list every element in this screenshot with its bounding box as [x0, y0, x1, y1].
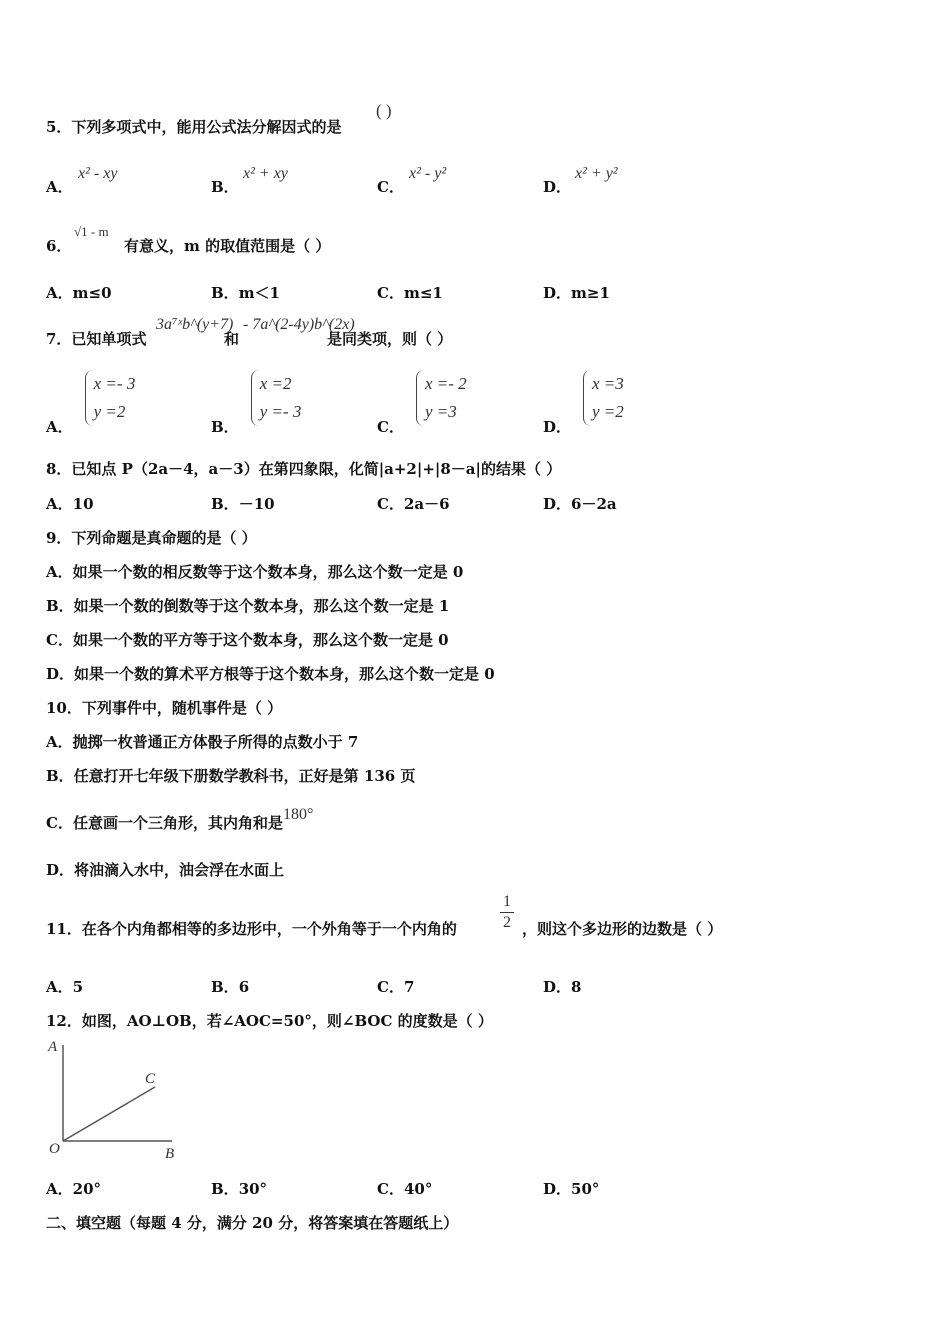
q8-option-d[interactable]: D．6－2a — [543, 495, 617, 513]
q11-fraction: 1 2 — [500, 893, 514, 932]
q10-option-c[interactable]: C．任意画一个三角形，其内角和是180° — [46, 806, 314, 832]
q6-stem: 有意义，m 的取值范围是（ ） — [124, 237, 331, 255]
q5-option-c[interactable]: C． — [377, 178, 404, 196]
q12-option-a[interactable]: A．20° — [46, 1180, 102, 1198]
q5-stem: 5．下列多项式中，能用公式法分解因式的是 — [46, 118, 342, 136]
q11-option-a[interactable]: A．5 — [46, 978, 84, 996]
q11-option-d[interactable]: D．8 — [543, 978, 582, 996]
q10-option-d[interactable]: D．将油滴入水中，油会浮在水面上 — [46, 861, 285, 879]
q5-option-c-expr: x² - y² — [409, 165, 447, 182]
q12-option-d[interactable]: D．50° — [543, 1180, 600, 1198]
q6-option-d[interactable]: D．m≥1 — [543, 284, 610, 302]
q6-option-c[interactable]: C．m≤1 — [377, 284, 443, 302]
q10-option-b[interactable]: B．任意打开七年级下册数学教科书，正好是第 136 页 — [46, 767, 416, 785]
q11-tail: ，则这个多边形的边数是（ ） — [522, 920, 723, 938]
q12-figure — [40, 1035, 190, 1165]
q11-option-c[interactable]: C．7 — [377, 978, 415, 996]
ray-oc — [63, 1087, 155, 1141]
q6-number: 6． — [46, 237, 72, 255]
q8-option-a[interactable]: A．10 — [46, 495, 94, 513]
q5-option-a-expr: x² - xy — [78, 165, 118, 182]
q9-stem: 9．下列命题是真命题的是（ ） — [46, 529, 257, 547]
q12-stem: 12．如图，AO⊥OB，若∠AOC=50°，则∠BOC 的度数是（ ） — [46, 1012, 493, 1030]
q9-option-d[interactable]: D．如果一个数的算术平方根等于这个数本身，那么这个数一定是 0 — [46, 665, 495, 683]
section-2-heading: 二、填空题（每题 4 分，满分 20 分，将答案填在答题纸上） — [46, 1214, 459, 1232]
q12-option-c[interactable]: C．40° — [377, 1180, 433, 1198]
q7-option-b[interactable]: B． x =2 y =- 3 — [211, 370, 301, 426]
q10-option-a[interactable]: A．抛掷一枚普通正方体骰子所得的点数小于 7 — [46, 733, 359, 751]
label-b: B — [165, 1146, 175, 1162]
q8-option-b[interactable]: B．－10 — [211, 495, 275, 513]
label-a: A — [48, 1039, 58, 1055]
q7-option-a[interactable]: A． x =- 3 y =2 — [46, 370, 135, 426]
q9-option-c[interactable]: C．如果一个数的平方等于这个数本身，那么这个数一定是 0 — [46, 631, 449, 649]
q10-option-c-expr: 180° — [282, 806, 314, 823]
q7-and: 和 — [224, 330, 240, 348]
q8-stem: 8．已知点 P（2a－4，a－3）在第四象限，化简|a+2|+|8－a|的结果（ ） — [46, 460, 562, 478]
q8-option-c[interactable]: C．2a－6 — [377, 495, 450, 513]
q11-stem: 11．在各个内角都相等的多边形中，一个外角等于一个内角的 — [46, 920, 457, 938]
q5-option-d[interactable]: D． — [543, 178, 572, 196]
q7-monomial-1: 3a⁷ˣb^(y+7) — [156, 316, 234, 333]
q6-option-a[interactable]: A．m≤0 — [46, 284, 112, 302]
q7-option-d[interactable]: D． x =3 y =2 — [543, 370, 624, 426]
q9-option-b[interactable]: B．如果一个数的倒数等于这个数本身，那么这个数一定是 1 — [46, 597, 450, 615]
q5-option-d-expr: x² + y² — [575, 165, 618, 182]
q7-monomial-2: - 7a^(2-4y)b^(2x) — [243, 316, 355, 333]
q11-option-b[interactable]: B．6 — [211, 978, 250, 996]
q7-stem: 7．已知单项式 — [46, 330, 147, 348]
q5-option-b-expr: x² + xy — [243, 165, 288, 182]
q12-option-b[interactable]: B．30° — [211, 1180, 268, 1198]
label-c: C — [145, 1071, 156, 1087]
q5-paren: ( ) — [376, 101, 392, 120]
q5-option-a[interactable]: A． — [46, 178, 73, 196]
q9-option-a[interactable]: A．如果一个数的相反数等于这个数本身，那么这个数一定是 0 — [46, 563, 464, 581]
q6-sqrt-expr: √1 - m — [74, 224, 109, 239]
q5-option-b[interactable]: B． — [211, 178, 239, 196]
q7-option-c[interactable]: C． x =- 2 y =3 — [377, 370, 467, 426]
q10-stem: 10．下列事件中，随机事件是（ ） — [46, 699, 283, 717]
q6-option-b[interactable]: B．m＜1 — [211, 284, 280, 302]
label-o: O — [49, 1141, 60, 1157]
q7-tail: 是同类项，则（ ） — [327, 330, 453, 348]
